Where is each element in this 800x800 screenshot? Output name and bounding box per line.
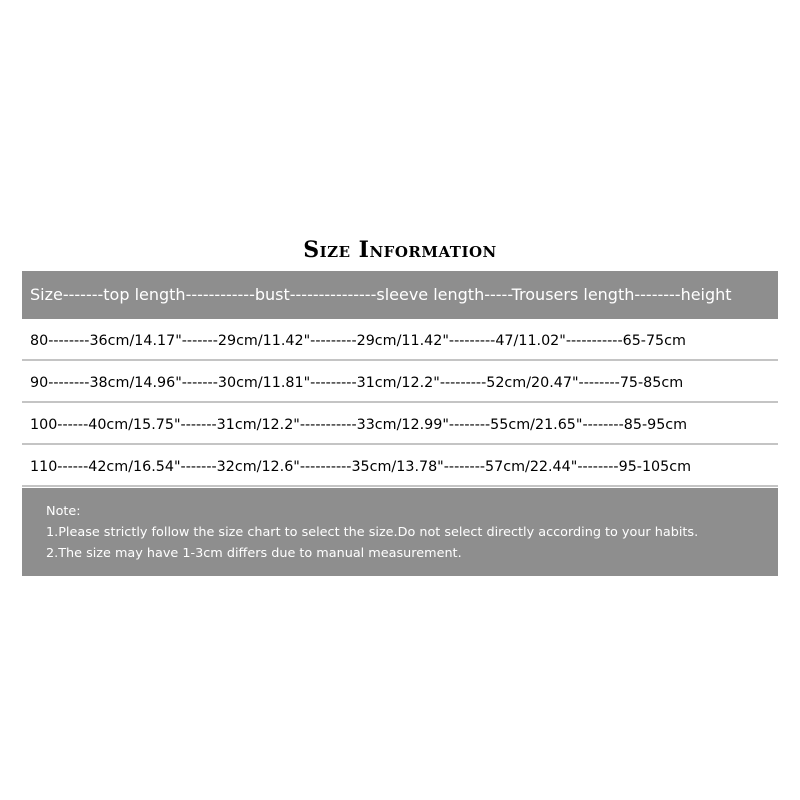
note-box — [22, 488, 778, 576]
size-row-110: 110------42cm/16.54"-------32cm/12.6"----------35cm/13.78"--------57cm/22.44"--------95-105cm — [22, 447, 778, 487]
size-row-90: 90--------38cm/14.96"-------30cm/11.81"---------31cm/12.2"---------52cm/20.47"--------75-85cm — [22, 363, 778, 403]
note-line-1: 1.Please strictly follow the size chart to select the size.Do not select directly according to your habits. — [46, 525, 699, 540]
size-row-100: 100------40cm/15.75"-------31cm/12.2"-----------33cm/12.99"--------55cm/21.65"--------85-95cm — [22, 405, 778, 445]
size-row-80: 80--------36cm/14.17"-------29cm/11.42"---------29cm/11.42"---------47/11.02"-----------65-75cm — [22, 321, 778, 361]
note-label: Note: — [46, 504, 81, 519]
page-title: Size Information — [303, 237, 497, 263]
size-table-header: Size-------top length------------bust---------------sleeve length-----Trousers length--------height — [22, 271, 778, 319]
note-line-2: 2.The size may have 1-3cm differs due to manual measurement. — [46, 546, 462, 561]
